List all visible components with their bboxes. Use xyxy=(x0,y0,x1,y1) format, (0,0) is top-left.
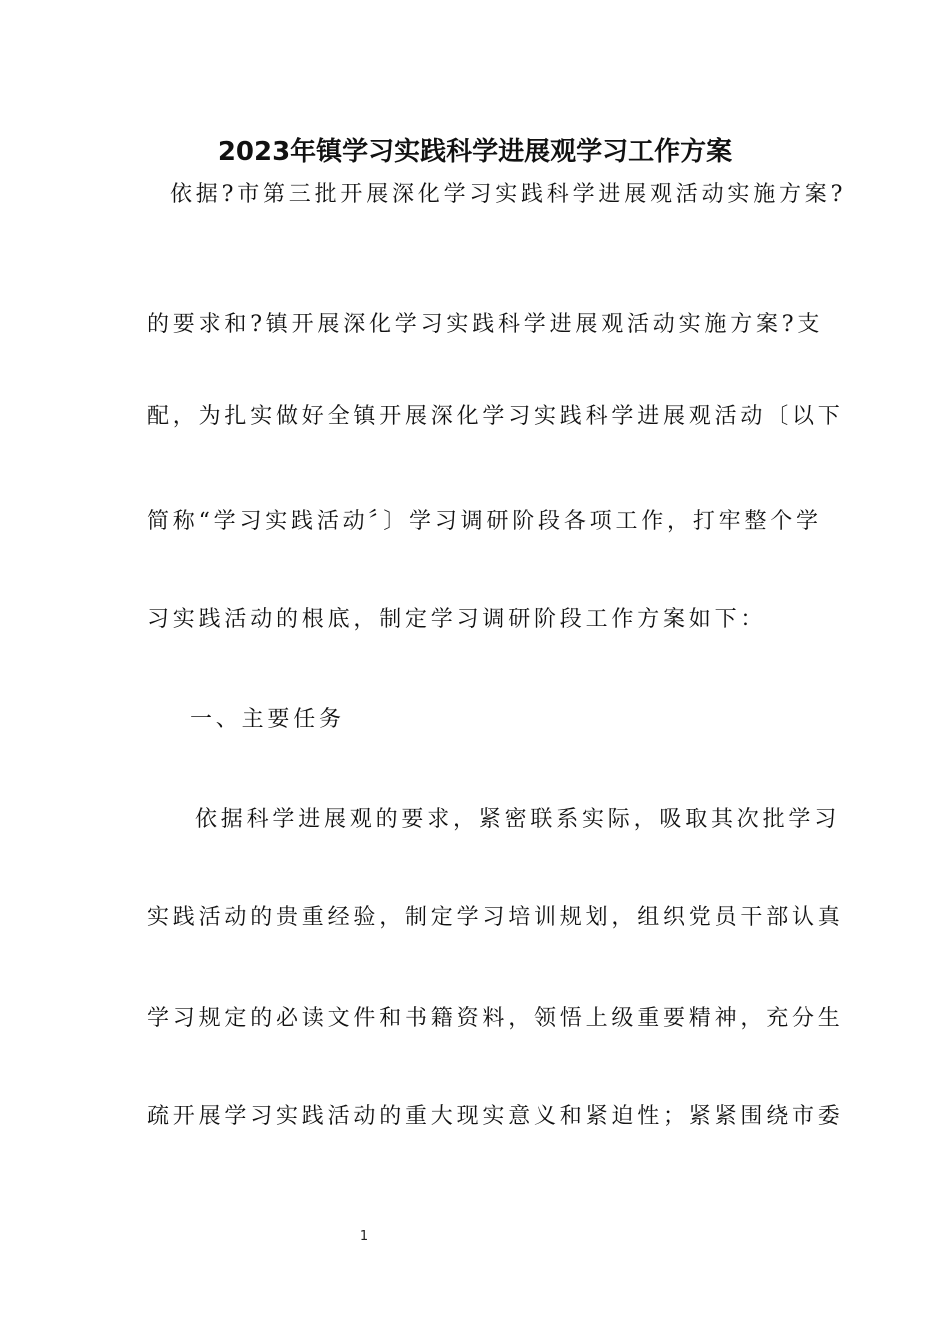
paragraph-line: 依据?市第三批开展深化学习实践科学进展观活动实施方案? xyxy=(170,182,847,207)
paragraph-line: 实践活动的贵重经验，制定学习培训规划，组织党员干部认真 xyxy=(147,905,844,930)
section-heading: 一、主要任务 xyxy=(190,707,345,732)
page-number: 1 xyxy=(359,1229,369,1244)
paragraph-line: 依据科学进展观的要求，紧密联系实际，吸取其次批学习 xyxy=(195,807,841,832)
paragraph-line: 学习规定的必读文件和书籍资料，领悟上级重要精神，充分生 xyxy=(147,1006,844,1031)
paragraph-line: 简称“学习实践活动〞〕学习调研阶段各项工作，打牢整个学 xyxy=(147,509,822,534)
paragraph-line: 的要求和?镇开展深化学习实践科学进展观活动实施方案?支 xyxy=(147,312,824,337)
document-title: 2023年镇学习实践科学进展观学习工作方案 xyxy=(217,137,733,167)
paragraph-line: 疏开展学习实践活动的重大现实意义和紧迫性；紧紧围绕市委 xyxy=(147,1104,844,1129)
paragraph-line: 配，为扎实做好全镇开展深化学习实践科学进展观活动〔以下 xyxy=(147,404,844,429)
paragraph-line: 习实践活动的根底，制定学习调研阶段工作方案如下： xyxy=(147,607,767,632)
